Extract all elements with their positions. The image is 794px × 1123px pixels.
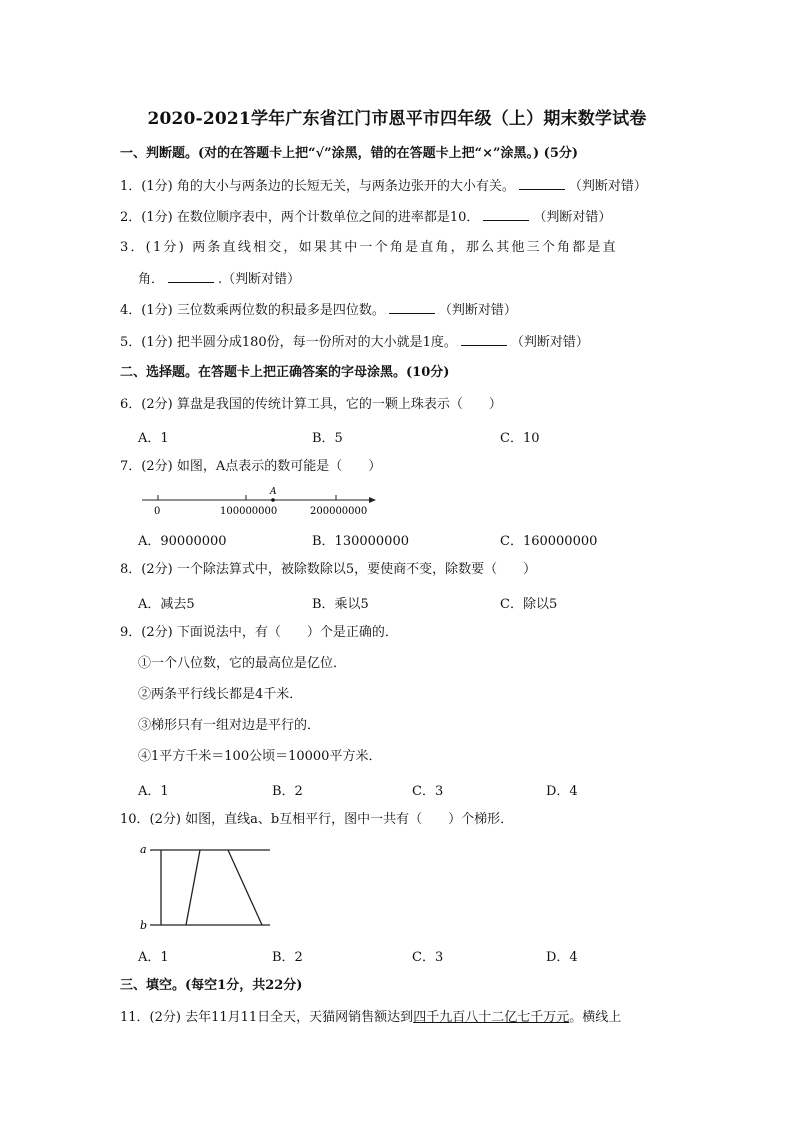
answer-blank (389, 301, 435, 314)
point-a-label: A (270, 487, 277, 497)
q10-option-d: D．4 (546, 950, 578, 965)
point-a-marker (271, 498, 275, 502)
q10-option-b: B．2 (272, 950, 303, 965)
page-title: 2020-2021学年广东省江门市恩平市四年级（上）期末数学试卷 (147, 109, 647, 129)
question-10: 10．(2分) 如图，直线a、b互相平行，图中一共有（ ）个梯形． (120, 812, 514, 827)
question-9: 9．(2分) 下面说法中，有（ ）个是正确的． (120, 625, 398, 640)
q8-option-c: C．除以5 (500, 597, 558, 612)
q9-option-c: C．3 (412, 784, 444, 799)
q9-statement-4: ④1平方千米＝100公顷＝10000平方米． (138, 749, 382, 764)
question-11-text: 11．(2分) 去年11月11日全天，天猫网销售额达到 (120, 1010, 414, 1025)
judge-suffix: （判断对错） (438, 303, 517, 318)
question-11-underlined: 四千九百八十二亿七千万元 (413, 1010, 570, 1025)
q7-option-c: C．160000000 (500, 534, 598, 549)
parallel-lines-figure (138, 838, 278, 934)
judge-suffix: （判断对错） (510, 335, 589, 350)
question-2-text: 2．(1分) 在数位顺序表中，两个计数单位之间的进率都是10． (120, 210, 480, 225)
q9-option-b: B．2 (272, 784, 303, 799)
tick-label-100000000: 100000000 (220, 506, 278, 517)
judge-suffix: （判断对错） (533, 210, 612, 225)
question-5-text: 5．(1分) 把半圆分成180份，每一份所对的大小就是1度。 (120, 335, 457, 350)
answer-blank (461, 333, 507, 346)
q6-option-b: B．5 (312, 431, 343, 446)
question-3-text: 角． (138, 272, 165, 287)
question-3-line-2 (138, 270, 300, 289)
section-choice-heading: 二、选择题。在答题卡上把正确答案的字母涂黑。(10分) (120, 365, 450, 380)
judge-suffix: .（判断对错） (218, 272, 301, 287)
q7-option-b: B．130000000 (312, 534, 409, 549)
question-4-text: 4．(1分) 三位数乘两位数的积最多是四位数。 (120, 303, 385, 318)
question-7: 7．(2分) 如图，A点表示的数可能是（ ） (120, 459, 382, 474)
tick-label-0: 0 (154, 506, 161, 517)
section-fill-heading: 三、填空。(每空1分，共22分) (120, 978, 303, 993)
q9-statement-1: ①一个八位数，它的最高位是亿位． (138, 656, 347, 671)
number-line-arrow-icon (369, 497, 376, 503)
q9-statement-2: ②两条平行线长都是4千米． (138, 687, 303, 702)
number-line-figure (138, 484, 388, 520)
q8-option-a: A．减去5 (138, 597, 195, 612)
section-judge-heading: 一、判断题。(对的在答题卡上把“√”涂黑，错的在答题卡上把“×”涂黑。) (5分) (120, 146, 579, 161)
q6-option-a: A．1 (138, 431, 169, 446)
answer-blank (168, 270, 214, 283)
line-a-label: a (140, 843, 147, 856)
question-1-text: 1．(1分) 角的大小与两条边的长短无关，与两条边张开的大小有关。 (120, 179, 515, 194)
question-4 (120, 301, 517, 320)
answer-blank (519, 177, 565, 190)
question-3-line-1: 3．(1分) 两条直线相交，如果其中一个角是直角，那么其他三个角都是直 (120, 240, 618, 255)
q8-option-b: B．乘以5 (312, 597, 369, 612)
q9-option-d: D．4 (546, 784, 578, 799)
question-8: 8．(2分) 一个除法算式中，被除数除以5，要使商不变，除数要（ ） (120, 562, 537, 577)
q6-option-c: C．10 (500, 431, 540, 446)
question-11 (120, 1009, 621, 1027)
q9-statement-3: ③梯形只有一组对边是平行的． (138, 718, 321, 733)
tick-label-200000000: 200000000 (310, 506, 368, 517)
answer-blank (483, 208, 529, 221)
question-6: 6．(2分) 算盘是我国的传统计算工具，它的一颗上珠表示（ ） (120, 397, 502, 412)
q7-option-a: A．90000000 (138, 534, 227, 549)
slanted-segment-1 (186, 850, 200, 925)
line-b-label: b (140, 919, 148, 932)
q10-option-c: C．3 (412, 950, 444, 965)
judge-suffix: （判断对错） (568, 179, 647, 194)
question-5 (120, 333, 589, 352)
question-11-tail: 。横线上 (569, 1010, 622, 1025)
q9-option-a: A．1 (138, 784, 169, 799)
q10-option-a: A．1 (138, 950, 169, 965)
question-2 (120, 208, 611, 227)
question-1 (120, 177, 647, 196)
slanted-segment-2 (228, 850, 262, 925)
